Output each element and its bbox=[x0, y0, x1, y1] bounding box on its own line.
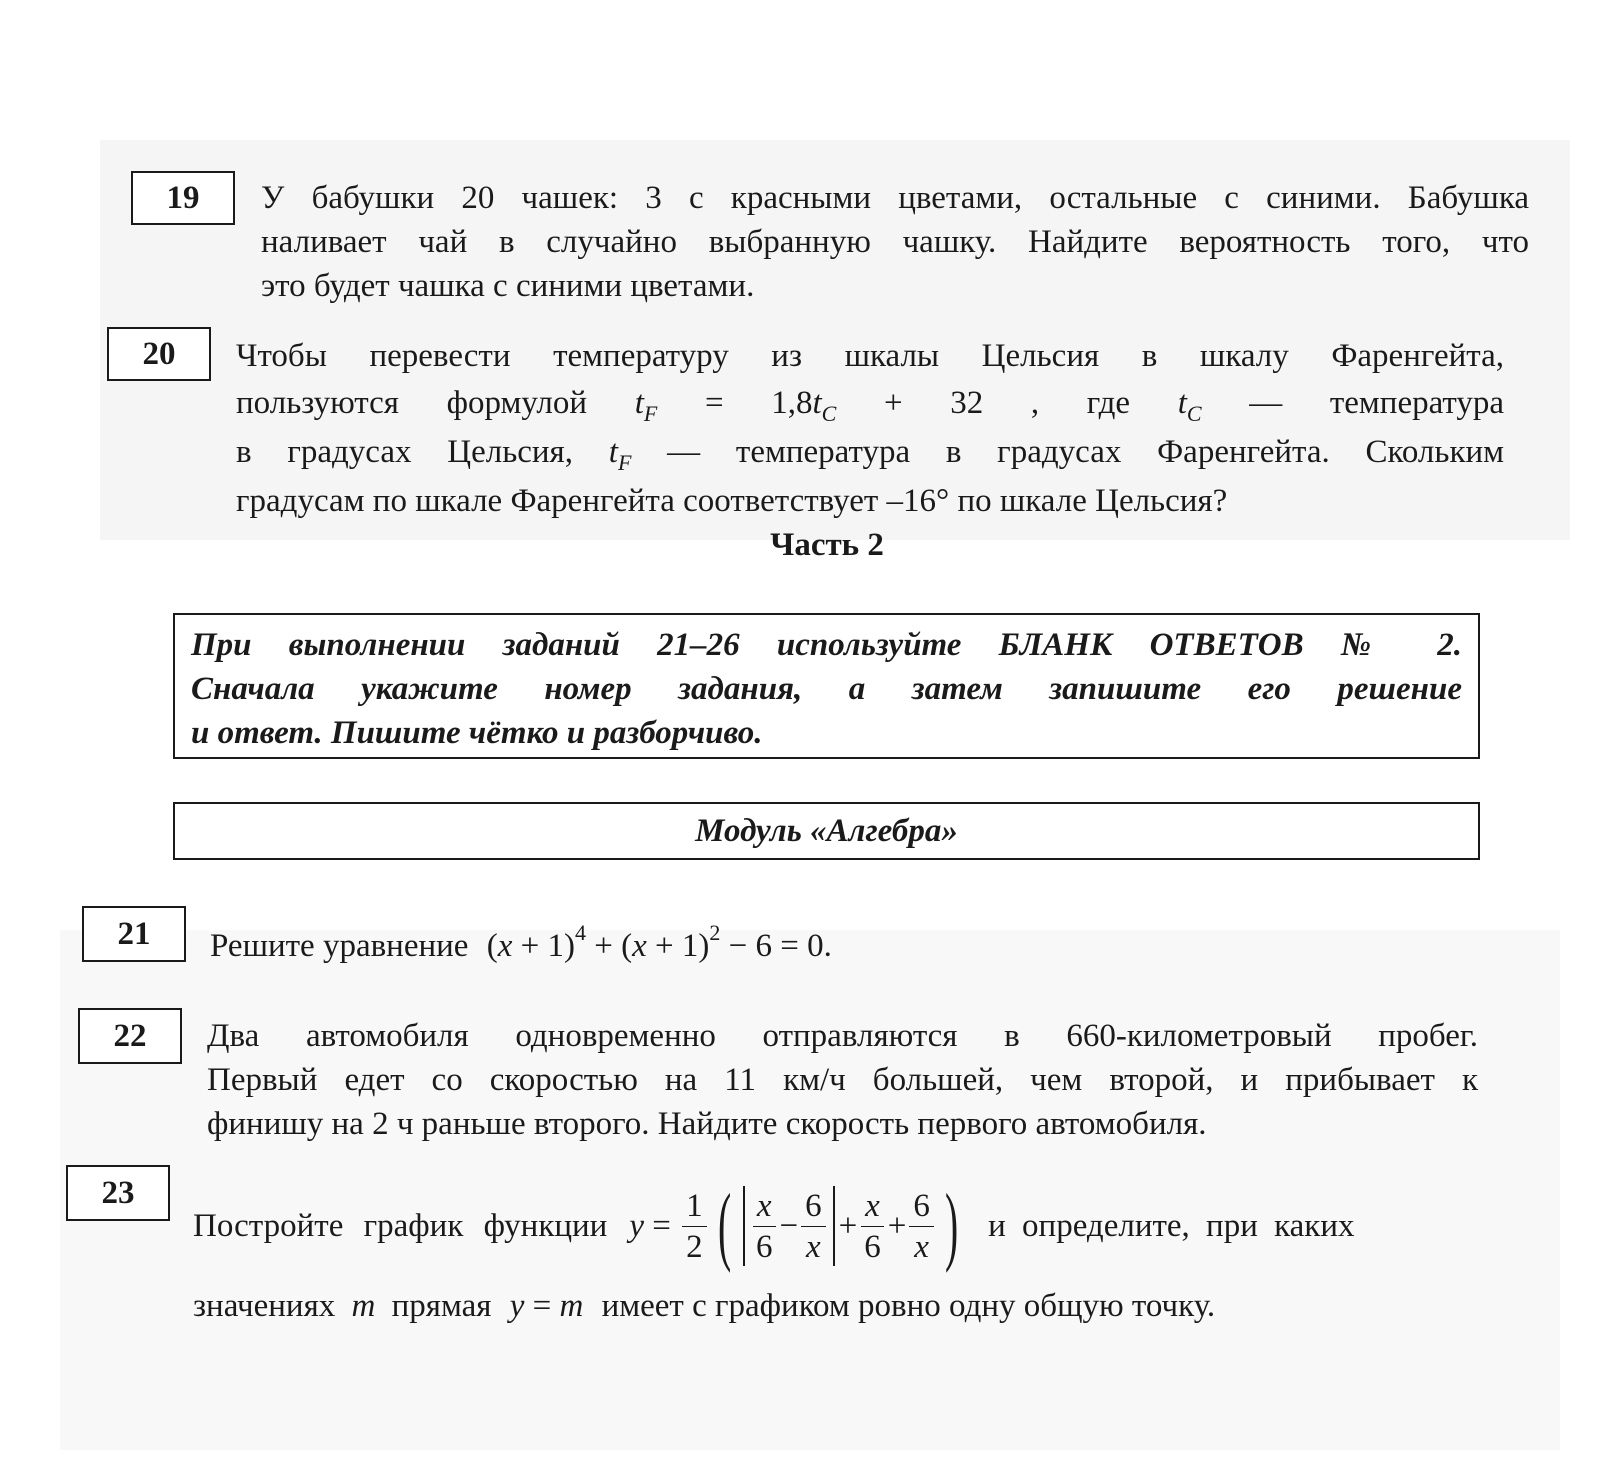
formula-mid: = 1,8 bbox=[657, 385, 813, 421]
module-algebra-box bbox=[173, 802, 1480, 860]
f-frac-half bbox=[682, 1186, 707, 1267]
formula-sub-C: C bbox=[821, 401, 837, 426]
f-plus-2: + bbox=[887, 1208, 907, 1244]
task-22-text bbox=[207, 1014, 1478, 1146]
l2-eq: = bbox=[524, 1288, 560, 1324]
task-21-text bbox=[210, 920, 1110, 971]
eq-x-1: x bbox=[497, 928, 513, 964]
task-20-word-formuloy: формулой bbox=[446, 385, 588, 421]
f-frac-x6 bbox=[752, 1186, 777, 1267]
f-half-num: 1 bbox=[682, 1186, 707, 1227]
f-open-paren: ( bbox=[717, 1177, 731, 1274]
f-abs-right bbox=[833, 1186, 835, 1266]
f-x6b-num: x bbox=[861, 1186, 884, 1227]
task-20-dash: — bbox=[1249, 385, 1283, 421]
eq-open-paren-1: ( bbox=[486, 928, 498, 964]
task-20-l3-b: — температура в градусах Фаренгейта. Скольким bbox=[667, 434, 1505, 470]
task-19-line-2: наливает чай в случайно выбранную чашку. Найдите вероятность того, что bbox=[261, 224, 1529, 260]
f-6x-num: 6 bbox=[801, 1186, 826, 1227]
task-21-prefix: Решите уравнение bbox=[210, 928, 469, 964]
task-23-number: 23 bbox=[66, 1165, 170, 1221]
task-19-number: 19 bbox=[131, 171, 235, 225]
instructions-line-3: и ответ. Пишите чётко и разборчиво. bbox=[191, 715, 763, 751]
f-x6-num: x bbox=[753, 1186, 776, 1227]
task-20-word-gde: где bbox=[1086, 385, 1131, 421]
eq-plus-one-2: + 1) bbox=[646, 928, 710, 964]
task-21-number: 21 bbox=[82, 906, 186, 962]
f-frac-6x-b bbox=[909, 1186, 934, 1267]
task-23-formula bbox=[629, 1177, 966, 1274]
f-x6-den: 6 bbox=[755, 1228, 773, 1265]
formula-t2: t bbox=[812, 385, 822, 421]
f-frac-6x bbox=[801, 1186, 826, 1267]
instructions-line-2: Сначала укажите номер задания, а затем запишите его решение bbox=[191, 671, 1462, 707]
task-22-line-1: Два автомобиля одновременно отправляются в 660-километровый пробег. bbox=[207, 1018, 1478, 1054]
instructions-line-1: При выполнении заданий 21–26 используйте БЛАНК ОТВЕТОВ № 2. bbox=[191, 627, 1462, 663]
formula-end: + 32 , bbox=[836, 385, 1040, 421]
task-23-l2-eq bbox=[510, 1288, 584, 1324]
tc-t: t bbox=[1177, 385, 1187, 421]
f-close-paren: ) bbox=[944, 1177, 959, 1274]
task-20-l3-a: в градусах Цельсия, bbox=[236, 434, 573, 470]
formula-t: t bbox=[634, 385, 644, 421]
eq-exponent-4: 4 bbox=[574, 920, 586, 945]
task-23-line-1 bbox=[193, 1172, 1473, 1280]
task-20-line-4: градусам по шкале Фаренгейта соответствует –16° по шкале Цельсия? bbox=[236, 483, 1228, 519]
task-20-text bbox=[236, 333, 1504, 525]
f-6x-den: x bbox=[806, 1228, 821, 1265]
task-20-l3-tf bbox=[608, 434, 632, 475]
task-23-suffix: и определите, при каких bbox=[988, 1208, 1355, 1244]
task-19-text bbox=[261, 176, 1529, 308]
task-23-l2-c: имеет с графиком ровно одну общую точку. bbox=[601, 1288, 1216, 1324]
f-6xb-num: 6 bbox=[909, 1186, 934, 1227]
l2-m2: m bbox=[559, 1288, 584, 1324]
task-20-formula bbox=[634, 385, 1040, 426]
task-23-l2-a: значениях bbox=[193, 1288, 336, 1324]
eq-plus-open: + ( bbox=[585, 928, 633, 964]
task-20-line-3 bbox=[236, 429, 1504, 478]
f-abs-left bbox=[743, 1186, 745, 1266]
f-y: y bbox=[629, 1208, 645, 1244]
formula-sub-F: F bbox=[643, 401, 658, 426]
task-19-line-1: У бабушки 20 чашек: 3 с красными цветами, остальные с синими. Бабушка bbox=[261, 180, 1529, 216]
eq-exponent-2: 2 bbox=[709, 920, 721, 945]
instructions-box bbox=[173, 613, 1480, 759]
task-23-line-2 bbox=[193, 1284, 1473, 1328]
f-plus-1: + bbox=[838, 1208, 858, 1244]
task-20-word-polzuyutsya: пользуются bbox=[236, 385, 399, 421]
task-22-number: 22 bbox=[78, 1008, 182, 1064]
f-x6b-den: 6 bbox=[864, 1228, 881, 1265]
task-20-word-temperatura: температура bbox=[1329, 385, 1505, 421]
eq-end: − 6 = 0. bbox=[720, 928, 832, 964]
tf-sub-F: F bbox=[617, 450, 632, 475]
tf-t: t bbox=[608, 434, 618, 470]
eq-x-2: x bbox=[632, 928, 647, 964]
part-2-title: Часть 2 bbox=[770, 527, 884, 563]
task-21-equation bbox=[486, 920, 832, 964]
task-20-line-1: Чтобы перевести температуру из шкалы Цельсия в шкалу Фаренгейта, bbox=[236, 338, 1504, 374]
task-20-number: 20 bbox=[107, 327, 211, 381]
f-minus: − bbox=[779, 1208, 799, 1244]
f-eq: = bbox=[644, 1208, 680, 1244]
task-20-tc bbox=[1177, 385, 1202, 426]
module-algebra-title: Модуль «Алгебра» bbox=[695, 812, 958, 849]
task-23-l2-m: m bbox=[351, 1288, 376, 1324]
task-23-l2-b: прямая bbox=[391, 1288, 492, 1324]
tc-sub-C: C bbox=[1186, 401, 1202, 426]
l2-y: y bbox=[509, 1288, 525, 1324]
task-20-line-2 bbox=[236, 380, 1504, 429]
eq-plus-one-1: + 1) bbox=[512, 928, 575, 964]
task-19-line-3: это будет чашка с синими цветами. bbox=[261, 268, 755, 304]
f-half-den: 2 bbox=[686, 1228, 703, 1265]
task-23-prefix: Постройте график функции bbox=[193, 1208, 608, 1244]
f-frac-x6-b bbox=[860, 1186, 885, 1267]
task-22-line-2: Первый едет со скоростью на 11 км/ч большей, чем второй, и прибывает к bbox=[207, 1062, 1478, 1098]
f-6xb-den: x bbox=[914, 1228, 929, 1265]
task-22-line-3: финишу на 2 ч раньше второго. Найдите скорость первого автомобиля. bbox=[207, 1106, 1207, 1142]
